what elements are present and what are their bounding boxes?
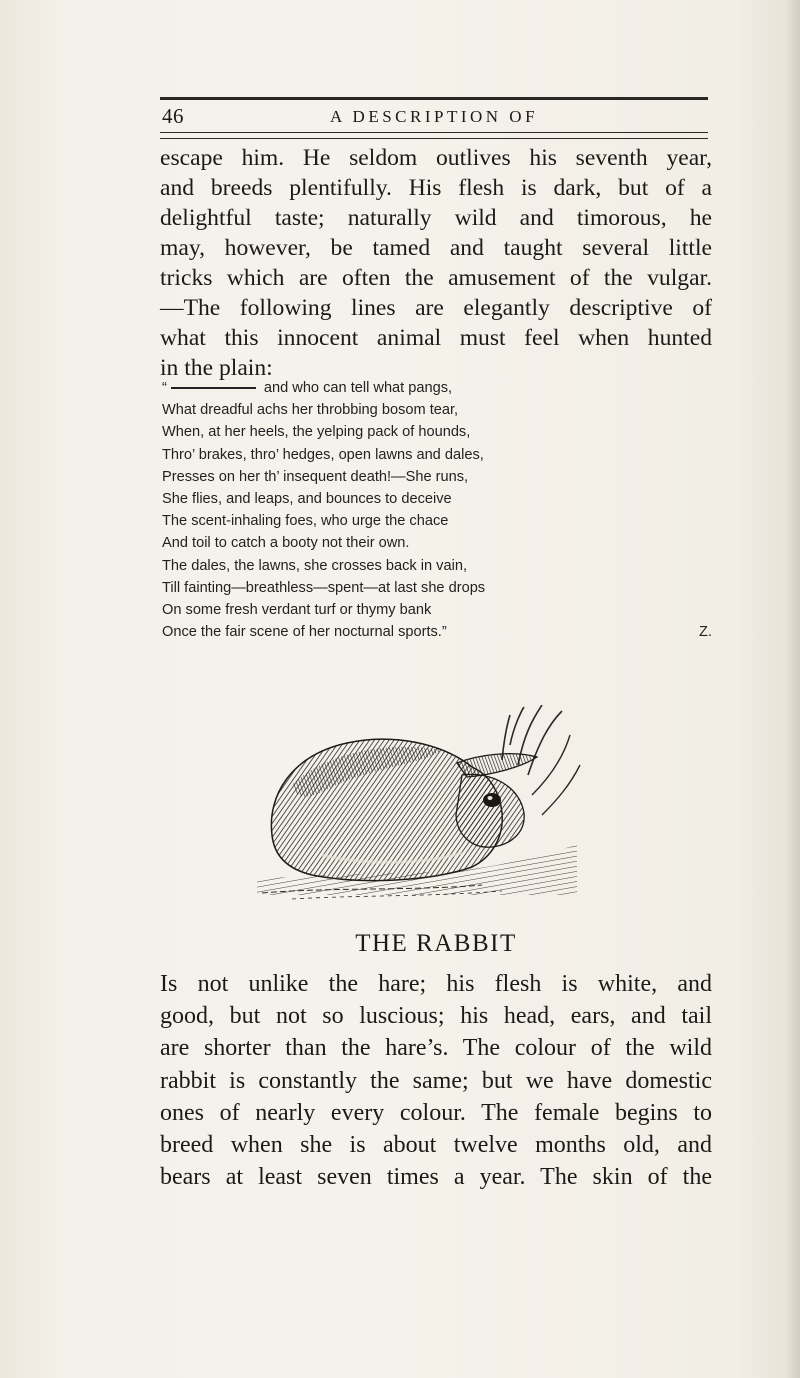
rabbit-engraving-icon xyxy=(252,705,582,905)
paragraph-line: breed when she is about twelve months old, and xyxy=(160,1132,712,1159)
poem-line: When, at her heels, the yelping pack of hounds, xyxy=(162,424,471,441)
poem-line: On some fresh verdant turf or thymy bank xyxy=(162,602,432,619)
page-edge-shadow xyxy=(786,0,800,1378)
poem-line: Thro’ brakes, thro’ hedges, open lawns and dales, xyxy=(162,446,484,463)
section-title: THE RABBIT xyxy=(355,930,517,957)
page-number: 46 xyxy=(162,104,184,128)
paragraph-line: Is not unlike the hare; his flesh is white, and xyxy=(160,971,712,997)
poem-line: The scent-inhaling foes, who urge the chace xyxy=(162,513,449,530)
paragraph-line: in the plain: xyxy=(160,355,273,381)
paragraph-line: what this innocent animal must feel when hunted xyxy=(160,325,712,351)
poem-line: She flies, and leaps, and bounces to deceive xyxy=(162,491,452,508)
poem-line: and who can tell what pangs, xyxy=(263,380,453,396)
header-rule-bottom xyxy=(160,132,708,139)
running-head xyxy=(160,102,708,132)
paragraph-line: delightful taste; naturally wild and timorous, he xyxy=(160,205,712,231)
poem-line: What dreadful achs her throbbing bosom tear, xyxy=(162,402,459,419)
poem-first-line xyxy=(162,377,712,399)
header-rule-top xyxy=(160,97,708,100)
rabbit-paragraph xyxy=(160,968,712,1193)
paragraph-line: may, however, be tamed and taught several little xyxy=(160,235,712,261)
paragraph-line: tricks which are often the amusement of the vulgar. xyxy=(160,265,712,291)
poem-line: And toil to catch a booty not their own. xyxy=(162,535,410,552)
paragraph-line: good, but not so luscious; his head, ears, and tail xyxy=(160,1003,712,1030)
paragraph-line: are shorter than the hare’s. The colour of the wild xyxy=(160,1035,712,1062)
poem-last-line xyxy=(162,621,712,643)
opening-paragraph xyxy=(160,143,712,383)
running-title: A DESCRIPTION OF xyxy=(329,107,539,126)
quoted-poem xyxy=(162,377,712,643)
ellipsis-dash xyxy=(171,387,256,389)
poem-line: The dales, the lawns, she crosses back in vain, xyxy=(162,557,468,574)
paragraph-line: escape him. He seldom outlives his seventh year, xyxy=(160,145,712,171)
poem-line: Once the fair scene of her nocturnal sports.” xyxy=(162,624,447,641)
paragraph-line: rabbit is constantly the same; but we have domestic xyxy=(160,1067,712,1094)
poem-line: Presses on her th’ insequent death!—She runs, xyxy=(162,468,469,485)
paragraph-line: ones of nearly every colour. The female begins to xyxy=(160,1099,712,1126)
poem-signature: Z. xyxy=(699,624,712,641)
paragraph-line: and breeds plentifully. His flesh is dark, but of a xyxy=(160,175,712,201)
paragraph-line: bears at least seven times a year. The skin of the xyxy=(160,1164,712,1191)
open-quote: “ xyxy=(162,380,167,396)
poem-line: Till fainting—breathless—spent—at last she drops xyxy=(162,579,486,596)
paragraph-line: —The following lines are elegantly descriptive of xyxy=(160,295,712,321)
